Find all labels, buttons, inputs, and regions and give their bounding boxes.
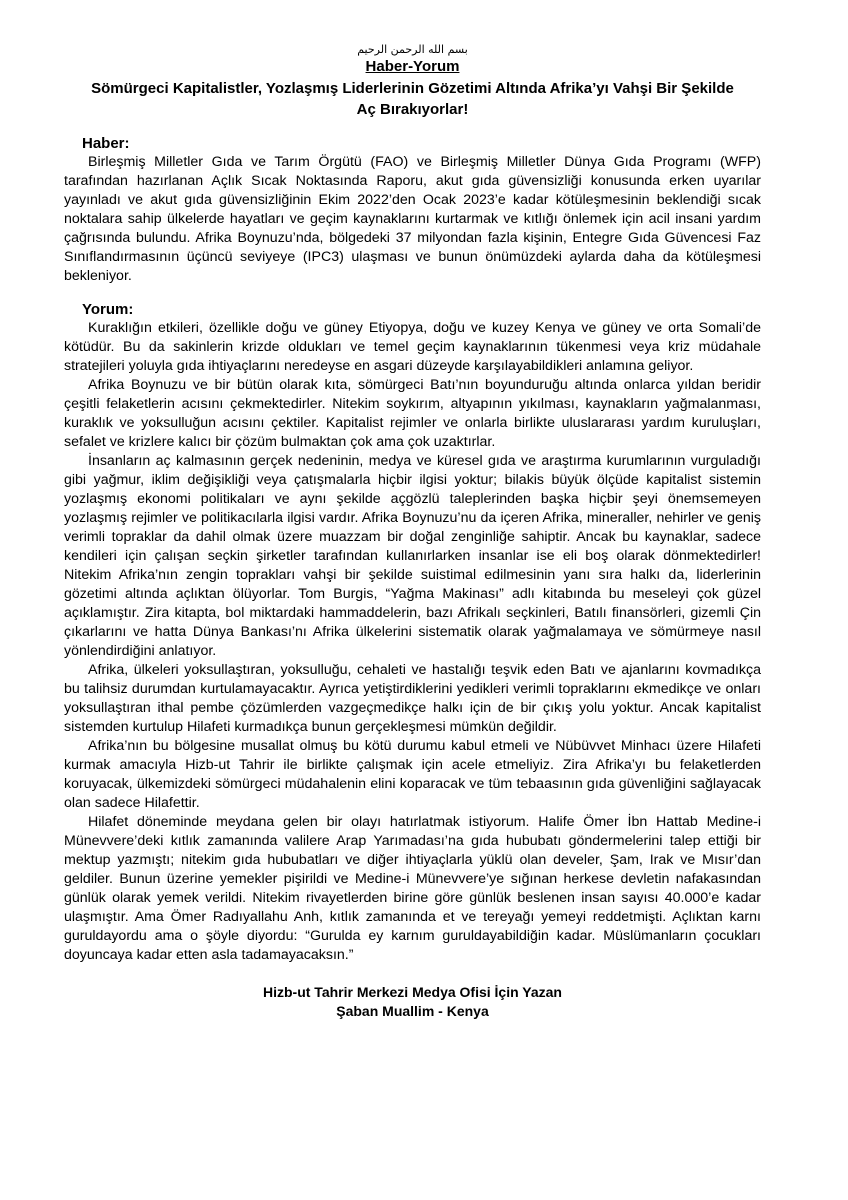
author-organization: Hizb-ut Tahrir Merkezi Medya Ofisi İçin Yazan [262,984,562,1000]
comment-paragraph-6: Hilafet döneminde meydana gelen bir olayı hatırlatmak istiyorum. Halife Ömer İbn Hattab Medine-i Münevvere’deki kıtlık zamanında valilere Arap Yarımadası’na gıda hububatı göndermelerini talep ettiği bir mektup yazmıştı; nitekim gıda hububatları ve diğer ihtiyaçlarla yüklü olan develer, Şam, Irak ve Mısır’dan geldiler. Bunun üzerine yemekler pişirildi ve Medine-i Münevvere’ye sığınan herkese devletin nafakasından günlük olarak yemek verildi. Nitekim rivayetlerden birine göre günlük beslenen insan sayısı 40.000’e kadar ulaşmıştır. Ama Ömer Radıyallahu Anh, kıtlık zamanında et ve tereyağı yemeyi reddetmişti. Açlıktan karnı guruldayordu ama o şöyle diyordu: “Gurulda ey karnım guruldayabildiğin kadar. Müslümanların çocukları doyuncaya kadar etten asla tadamayacaksın.” [64,814,761,963]
news-paragraph: Birleşmiş Milletler Gıda ve Tarım Örgütü (FAO) ve Birleşmiş Milletler Dünya Gıda Programı (WFP) tarafından hazırlanan Açlık Sıcak Noktasında Raporu, akut gıda güvensizliği konusunda erken uyarılar yayınladı ve akut gıda güvensizliğinin Ekim 2022’den Ocak 2023’e kadar kötüleşmesinin beklendiği sıcak noktalara sahip ülkelerde hayatları ve geçim kaynaklarını kurtarmak ve kıtlığı önlemek için acil insani yardım çağrısında bulundu. Afrika Boynuzu’nda, bölgedeki 37 milyondan fazla kişinin, Entegre Gıda Güvencesi Faz Sınıflandırmasının üçüncü seviyeye (IPC3) ulaşması ve bunun önümüzdeki aylarda daha da kötüleşmesi bekleniyor. [64,154,761,284]
comment-label: Yorum: [82,301,134,318]
comment-section [64,300,761,965]
article-title: Sömürgeci Kapitalistler, Yozlaşmış Liderlerinin Gözetimi Altında Afrika’yı Vahşi Bir Şekilde Aç Bırakıyorlar! [91,80,734,118]
news-label: Haber: [82,135,130,152]
news-section [64,134,761,286]
comment-paragraph-4: Afrika, ülkeleri yoksullaştıran, yoksulluğu, cehaleti ve hastalığı teşvik eden Batı ve ajanlarını kovmadıkça bu talihsiz durumdan kurtulamayacaktır. Ayrıca yetiştirdiklerini yedikleri verimli topraklarını ekmedikçe ve onları yoksullaştıran ithal pembe çözümlerden vazgeçmedikçe halkı için de bir çıkış yolu yoktur. Ancak kapitalist sistemden kurtulup Hilafeti kurmadıkça bunun gerçekleşmesi mümkün değildir. [64,662,761,735]
bismillah-text: بسم الله الرحمن الرحيم [357,43,468,56]
author-name: Şaban Muallim - Kenya [336,1003,489,1019]
comment-paragraph-1: Kuraklığın etkileri, özellikle doğu ve güney Etiyopya, doğu ve kuzey Kenya ve güney ve orta Somali’de kötüdür. Bu da sakinlerin krizde oldukları ve temel geçim kaynaklarının tükenmesi veya kriz müdahale stratejileri yoluyla gıda ihtiyaçlarını neredeyse en asgari düzeyde karşılayabildikleri anlamına geliyor. [64,320,761,374]
comment-paragraph-5: Afrika’nın bu bölgesine musallat olmuş bu kötü durumu kabul etmeli ve Nübüvvet Minhacı üzere Hilafeti kurmak amacıyla Hizb-ut Tahrir ile birlikte çalışmak için acele etmeliyiz. Zira Afrika’yı bu felaketlerden koruyacak, ülkemizdeki sömürgeci müdahalenin elini koparacak ve tüm tebaasının gıda güvenliğini sağlayacak olan sadece Hilafettir. [64,738,761,811]
comment-paragraph-3: İnsanların aç kalmasının gerçek nedeninin, medya ve küresel gıda ve araştırma kurumlarının vurguladığı gibi yağmur, iklim değişikliği veya çatışmalarla hiçbir ilgisi yoktur; bilakis büyük ölçüde kapitalist sistemin yozlaşmış ekonomi politikaları ve aynı şekilde açgözlü taleplerinden başka hiçbir şeyi önemsemeyen yozlaşmış rejimler ve politikacılarla ilgisi vardır. Afrika Boynuzu’nu da içeren Afrika, mineraller, nehirler ve geniş verimli topraklar da dahil olmak üzere muazzam bir doğal zenginliğe sahiptir. Ancak bu kaynaklar, sadece kendileri için çalışan seçkin şirketler tarafından kullanırlarken insanlar ise eli boş olarak dönmektedirler! Nitekim Afrika’nın zengin toprakları vahşi bir şekilde suistimal edilmesinin yanı sıra halkı da, liderlerinin gözetimi altında açlıktan ölüyorlar. Tom Burgis, “Yağma Makinası” adlı kitabında bu meseleyi çok güzel açıklamıştır. Zira kitapta, bol miktardaki hammaddelerin, bazı Afrikalı seçkinleri, Batılı finansörleri, gizemli Çin çıkarlarını ve hatta Dünya Bankası’nı Afrika ülkelerini sistematik olarak yağmalamaya ve sömürmeye nasıl yönlendirdiğini anlatıyor. [64,453,761,659]
comment-paragraph-2: Afrika Boynuzu ve bir bütün olarak kıta, sömürgeci Batı’nın boyunduruğu altında onlarca yıldan beridir çeşitli felaketlerin acısını çekmektedirler. Nitekim soykırım, altyapının yıkılması, kaynakların yağmalanması, kuraklık ve yoksulluğun acısını çektiler. Kapitalist rejimler ve onlarla birlikte uluslararası yardım kuruluşları, sefalet ve krizlere kalıcı bir çözüm bulmaktan çok ama çok uzaktırlar. [64,377,761,450]
article-category-label: Haber-Yorum [365,58,460,75]
author-signature [64,983,761,1021]
